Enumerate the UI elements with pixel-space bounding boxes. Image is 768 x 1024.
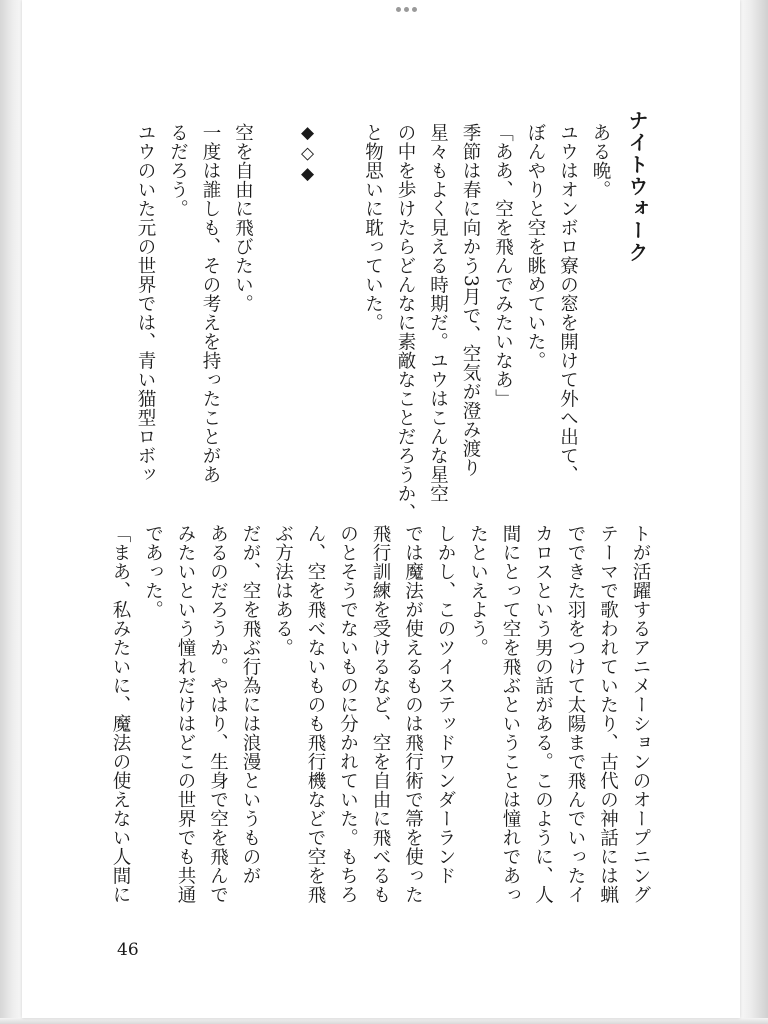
- text-line: ある晩。: [590, 123, 611, 199]
- left-page-edge: [0, 0, 22, 1024]
- right-page-edge: [740, 0, 768, 1024]
- text-line: ユウはオンボロ寮の窓を開けて外へ出て、: [557, 123, 579, 484]
- more-options-icon[interactable]: [394, 5, 418, 13]
- text-line: 季節は春に向かう3月で、空気が澄み渡り: [460, 123, 481, 478]
- text-line: では魔法が使えるものは飛行術で箒を使った: [402, 524, 424, 904]
- lower-text-block: [110, 524, 656, 904]
- text-line: たといえよう。: [467, 524, 489, 657]
- text-line: 空を自由に飛びたい。: [232, 123, 254, 313]
- text-line: の中を歩けたらどんなに素敵なことだろうか、: [395, 123, 416, 522]
- text-line: 星々もよく見える時期だ。ユウはこんな星空: [427, 123, 449, 503]
- text-line: カロスという男の話がある。このように、人: [532, 524, 554, 904]
- text-line: 飛行訓練を受けるなど、空を自由に飛べるも: [370, 524, 391, 904]
- bottom-page-edge: [0, 1018, 768, 1024]
- text-line: あるのだろうか。やはり、生身で空を飛んで: [207, 524, 229, 904]
- text-line: ぶ方法はある。: [272, 524, 294, 657]
- text-line: 「ああ、空を飛んでみたいなあ」: [492, 123, 514, 408]
- text-line: 間にとって空を飛ぶということは憧れであっ: [500, 524, 521, 904]
- text-line: 「まあ、私みたいに、魔法の使えない人間に: [110, 524, 131, 904]
- text-line: のとそうでないものに分かれていた。もちろ: [337, 524, 359, 904]
- upper-text-block: [86, 123, 616, 522]
- text-line: しかし、このツイステッドワンダーランド: [435, 524, 456, 885]
- dot-icon: [396, 7, 401, 12]
- blank-line: [324, 123, 357, 488]
- text-line: だが、空を飛ぶ行為には浪漫というものが: [240, 524, 261, 885]
- text-line: ん、空を飛べないものも飛行機などで空を飛: [305, 524, 326, 904]
- text-line: るだろう。: [167, 123, 189, 218]
- page-number: 46: [117, 940, 139, 960]
- dot-icon: [404, 7, 409, 12]
- text-line: テーマで歌われていたり、古代の神話には蝋: [597, 524, 619, 904]
- text-line: 一度は誰しも、その考えを持ったことがあ: [200, 123, 221, 484]
- text-line: トが活躍するアニメーションのオープニング: [630, 524, 651, 904]
- text-line: であった。: [142, 524, 164, 619]
- dot-icon: [412, 7, 417, 12]
- text-line: でできた羽をつけて太陽まで飛んでいったイ: [565, 524, 586, 904]
- text-line: ユウのいた元の世界では、青い猫型ロボッ: [135, 123, 156, 484]
- text-line: と物思いに耽っていた。: [362, 123, 384, 332]
- text-line: みたいという憧れだけはどこの世界でも共通: [175, 524, 196, 904]
- text-line: ぼんやりと空を眺めていた。: [525, 123, 546, 370]
- chapter-title: ナイトウォーク: [625, 110, 649, 264]
- blank-line: [259, 123, 292, 488]
- section-separator: ◆◇◆: [297, 123, 318, 185]
